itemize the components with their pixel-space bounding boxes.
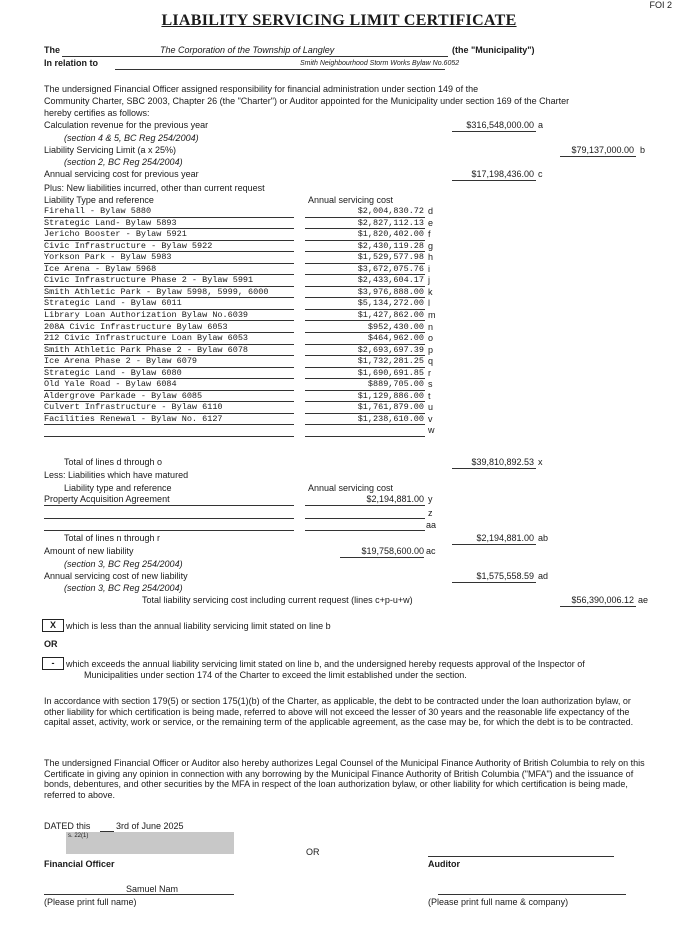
signature-or-label: OR: [306, 847, 320, 857]
redacted-signature: [66, 832, 234, 854]
financial-officer-label: Financial Officer: [44, 859, 115, 869]
matured-name-underline: [44, 505, 294, 506]
the-label: The: [44, 45, 61, 55]
option-less-checkbox[interactable]: X: [42, 619, 64, 632]
total-label: Total liability servicing cost including current request (lines c+p-u+w): [142, 595, 413, 605]
total-amount: $56,390,006.12: [571, 595, 634, 605]
annual-amount: $17,198,436.00: [471, 169, 534, 179]
aa-row-underline-right: [305, 530, 425, 531]
liability-letter: p: [428, 344, 434, 355]
limit-amount: $79,137,000.00: [571, 145, 634, 155]
liability-amount: $952,430.00: [367, 321, 424, 332]
liability-letter: d: [428, 206, 434, 216]
liability-name: Firehall - Bylaw 5880: [44, 206, 152, 216]
liability-amount: $1,238,610.00: [357, 413, 424, 424]
liability-amount: $1,427,862.00: [357, 309, 424, 320]
liability-name-underline: [44, 424, 294, 425]
new-amount-underline: [340, 557, 424, 558]
municipality-name: The Corporation of the Township of Langley: [160, 45, 335, 55]
relation-label: In relation to: [44, 58, 98, 68]
liability-amount: $1,820,402.00: [357, 229, 424, 240]
liability-letter: q: [428, 356, 434, 367]
auditor-signature-line: [428, 856, 614, 857]
matured-cost-label: Annual servicing cost: [308, 483, 394, 493]
intro-line-3: hereby certifies as follows:: [44, 108, 150, 118]
or-label: OR: [44, 639, 58, 649]
liability-name: Civic Infrastructure Phase 2 - Bylaw 5991: [44, 275, 254, 286]
revenue-label: Calculation revenue for the previous year: [44, 120, 209, 130]
total-n-r-amount: $2,194,881.00: [476, 533, 534, 543]
liability-letter: m: [428, 309, 436, 320]
option-exceeds-text-1: which exceeds the annual liability servicing limit stated on line b, and the undersigned hereby requests approval of the Inspector of: [66, 659, 585, 669]
municipality-underline: [62, 56, 448, 57]
liability-name: Culvert Infrastructure - Bylaw 6110: [44, 402, 223, 413]
liability-name: Smith Athletic Park Phase 2 - Bylaw 6078: [44, 344, 249, 355]
foi-tag: FOI 2: [649, 0, 672, 10]
intro-line-2: Community Charter, SBC 2003, Chapter 26 (the "Charter") or Auditor appointed for the Municipality under section 169 of the Charter: [44, 96, 570, 106]
new-amount-letter: ac: [426, 546, 436, 556]
authorization-paragraph: The undersigned Financial Officer or Auditor also hereby authorizes Legal Counsel of the Municipal Finance Authority of British Columbia to rely on this Certificate in giving any opinion in connection with any borrowing by the Municipal Finance Authority of British Columbia ("MFA") and the issuance of bonds, debentures, and other securities by the MFA in respect of the loan authorization bylaw, or other liability for which certification is being made, referred to above.: [44, 758, 645, 800]
total-d-o-amount: $39,810,892.53: [471, 457, 534, 467]
liability-letter: s: [428, 379, 433, 390]
intro-line-1: The undersigned Financial Officer assigned responsibility for financial administration under section 149 of the: [44, 84, 479, 94]
z-row-underline-left: [44, 518, 294, 519]
type-label: Liability Type and reference: [44, 195, 154, 205]
liability-letter: h: [428, 252, 434, 263]
liability-name-underline: [44, 436, 294, 437]
liability-name: Strategic Land - Bylaw 6011: [44, 298, 182, 309]
plus-label: Plus: New liabilities incurred, other than current request: [44, 183, 265, 193]
liability-name: Strategic Land - Bylaw 6080: [44, 367, 182, 378]
liability-letter: l: [428, 298, 430, 309]
liability-name: Strategic Land- Bylaw 5893: [44, 217, 177, 228]
annual-underline: [452, 180, 536, 181]
new-cost-ref: (section 3, BC Reg 254/2004): [64, 583, 183, 593]
limit-letter: b: [640, 145, 646, 155]
new-cost-underline: [452, 582, 536, 583]
liability-letter: g: [428, 240, 434, 251]
liability-amount: $2,004,830.72: [357, 206, 424, 216]
revenue-amount: $316,548,000.00: [466, 120, 534, 130]
document-title: LIABILITY SERVICING LIMIT CERTIFICATE: [161, 12, 517, 29]
matured-type-label: Liability type and reference: [64, 483, 172, 493]
limit-label: Liability Servicing Limit (a x 25%): [44, 145, 177, 155]
new-cost-amount: $1,575,558.59: [476, 571, 534, 581]
liability-amount: $2,433,604.17: [357, 275, 424, 286]
auditor-name-line: [438, 894, 626, 895]
redaction-note: s. 22(1): [68, 833, 89, 839]
aa-row-underline-left: [44, 530, 294, 531]
less-label: Less: Liabilities which have matured: [44, 470, 189, 480]
liability-name: Ice Arena - Bylaw 5968: [44, 263, 157, 274]
liability-name: Civic Infrastructure - Bylaw 5922: [44, 240, 213, 251]
dated-label: DATED this: [44, 821, 91, 831]
liability-amount: $3,672,075.76: [357, 263, 424, 274]
liability-amount: $2,693,697.39: [357, 344, 424, 355]
cost-label: Annual servicing cost: [308, 195, 394, 205]
option-exceeds-text-2: Municipalities under section 174 of the Charter to exceed the limit established under the section.: [84, 670, 467, 680]
liability-amount: $1,732,281.25: [357, 356, 424, 367]
new-cost-label: Annual servicing cost of new liability: [44, 571, 188, 581]
life-expectancy-paragraph: In accordance with section 179(5) or section 175(1)(b) of the Charter, as applicable, the debt to be contracted under the loan authorization bylaw, or other liability for which certification is being made, referred to above will not exceed the lesser of 30 years and the reasonable life expectancy of the capital asset, activity, work or service, or the remaining term of the applicable agreement, as the case may be, for which the debt is to be contracted.: [44, 696, 634, 727]
liability-letter: i: [428, 263, 430, 274]
total-d-o-label: Total of lines d through o: [64, 457, 163, 467]
liability-amount-underline: [305, 436, 425, 437]
liability-letter: e: [428, 217, 434, 228]
liability-name: Library Loan Authorization Bylaw No.6039: [44, 309, 249, 320]
total-letter: ae: [638, 595, 649, 605]
total-n-r-letter: ab: [538, 533, 549, 543]
liability-letter: t: [428, 390, 431, 401]
new-amount: $19,758,600.00: [361, 546, 424, 556]
matured-amount-underline: [305, 505, 425, 506]
total-n-r-label: Total of lines n through r: [64, 533, 161, 543]
z-row-underline-right: [305, 518, 425, 519]
officer-name-line: [44, 894, 234, 895]
liability-letter: u: [428, 402, 434, 413]
liability-amount: $1,529,577.98: [357, 252, 424, 263]
liability-amount-underline: [305, 424, 425, 425]
relation-underline: [115, 69, 445, 70]
liability-amount: $1,690,691.85: [357, 367, 424, 378]
liability-name: Old Yale Road - Bylaw 6084: [44, 379, 177, 390]
liability-amount: $2,430,119.28: [357, 240, 424, 251]
relation-value: Smith Neighbourhood Storm Works Bylaw No.6052: [300, 60, 460, 67]
liability-name: Ice Arena Phase 2 - Bylaw 6079: [44, 356, 198, 367]
liability-letter: w: [428, 425, 435, 436]
liability-name: Yorkson Park - Bylaw 5983: [44, 252, 172, 263]
auditor-label: Auditor: [428, 859, 460, 869]
liability-letter: k: [428, 286, 433, 297]
total-d-o-letter: x: [538, 457, 543, 467]
liability-amount: $5,134,272.00: [357, 298, 424, 309]
liability-amount: $1,761,879.00: [357, 402, 424, 413]
liability-name: Facilities Renewal - Bylaw No. 6127: [44, 413, 223, 424]
liability-letter: j: [428, 275, 430, 286]
liability-letter: f: [428, 229, 431, 240]
auditor-print-label: (Please print full name & company): [428, 897, 569, 907]
liability-name: Aldergrove Parkade - Bylaw 6085: [44, 390, 203, 401]
total-underline: [560, 606, 636, 607]
liability-amount: $1,129,886.00: [357, 390, 424, 401]
z-letter: z: [428, 508, 433, 518]
dated-value: 3rd of June 2025: [116, 821, 184, 831]
revenue-ref: (section 4 & 5, BC Reg 254/2004): [64, 133, 199, 143]
total-n-r-underline: [452, 544, 536, 545]
matured-letter: y: [428, 494, 433, 504]
liability-letter: v: [428, 413, 433, 424]
liability-amount: $889,705.00: [367, 379, 424, 390]
revenue-letter: a: [538, 120, 544, 130]
liability-amount: $2,827,112.13: [357, 217, 424, 228]
matured-name: Property Acquisition Agreement: [44, 494, 170, 504]
limit-underline: [560, 156, 636, 157]
option-less-text: which is less than the annual liability servicing limit stated on line b: [66, 621, 331, 631]
officer-name: Samuel Nam: [126, 884, 179, 894]
liability-amount: $3,976,888.00: [357, 286, 424, 297]
municipality-tag: (the "Municipality"): [452, 45, 535, 55]
liability-letter: r: [428, 367, 431, 378]
limit-ref: (section 2, BC Reg 254/2004): [64, 157, 183, 167]
new-cost-letter: ad: [538, 571, 549, 581]
aa-letter: aa: [426, 520, 437, 530]
new-amount-ref: (section 3, BC Reg 254/2004): [64, 559, 183, 569]
officer-print-label: (Please print full name): [44, 897, 137, 907]
liability-letter: o: [428, 333, 434, 344]
liability-letter: n: [428, 321, 434, 332]
liability-name: 212 Civic Infrastructure Loan Bylaw 6053: [44, 333, 249, 344]
liability-amount: $464,962.00: [367, 333, 424, 344]
total-d-o-underline: [452, 468, 536, 469]
matured-amount: $2,194,881.00: [366, 494, 424, 504]
liability-name: Smith Athletic Park - Bylaw 5998, 5999, 6000: [44, 286, 269, 297]
annual-label: Annual servicing cost for previous year: [44, 169, 199, 179]
liability-name: 208A Civic Infrastructure Bylaw 6053: [44, 321, 228, 332]
annual-letter: c: [538, 169, 543, 179]
option-exceeds-checkbox[interactable]: -: [42, 657, 64, 670]
revenue-underline: [452, 131, 536, 132]
liability-name: Jericho Booster - Bylaw 5921: [44, 229, 187, 240]
new-amount-label: Amount of new liability: [44, 546, 134, 556]
